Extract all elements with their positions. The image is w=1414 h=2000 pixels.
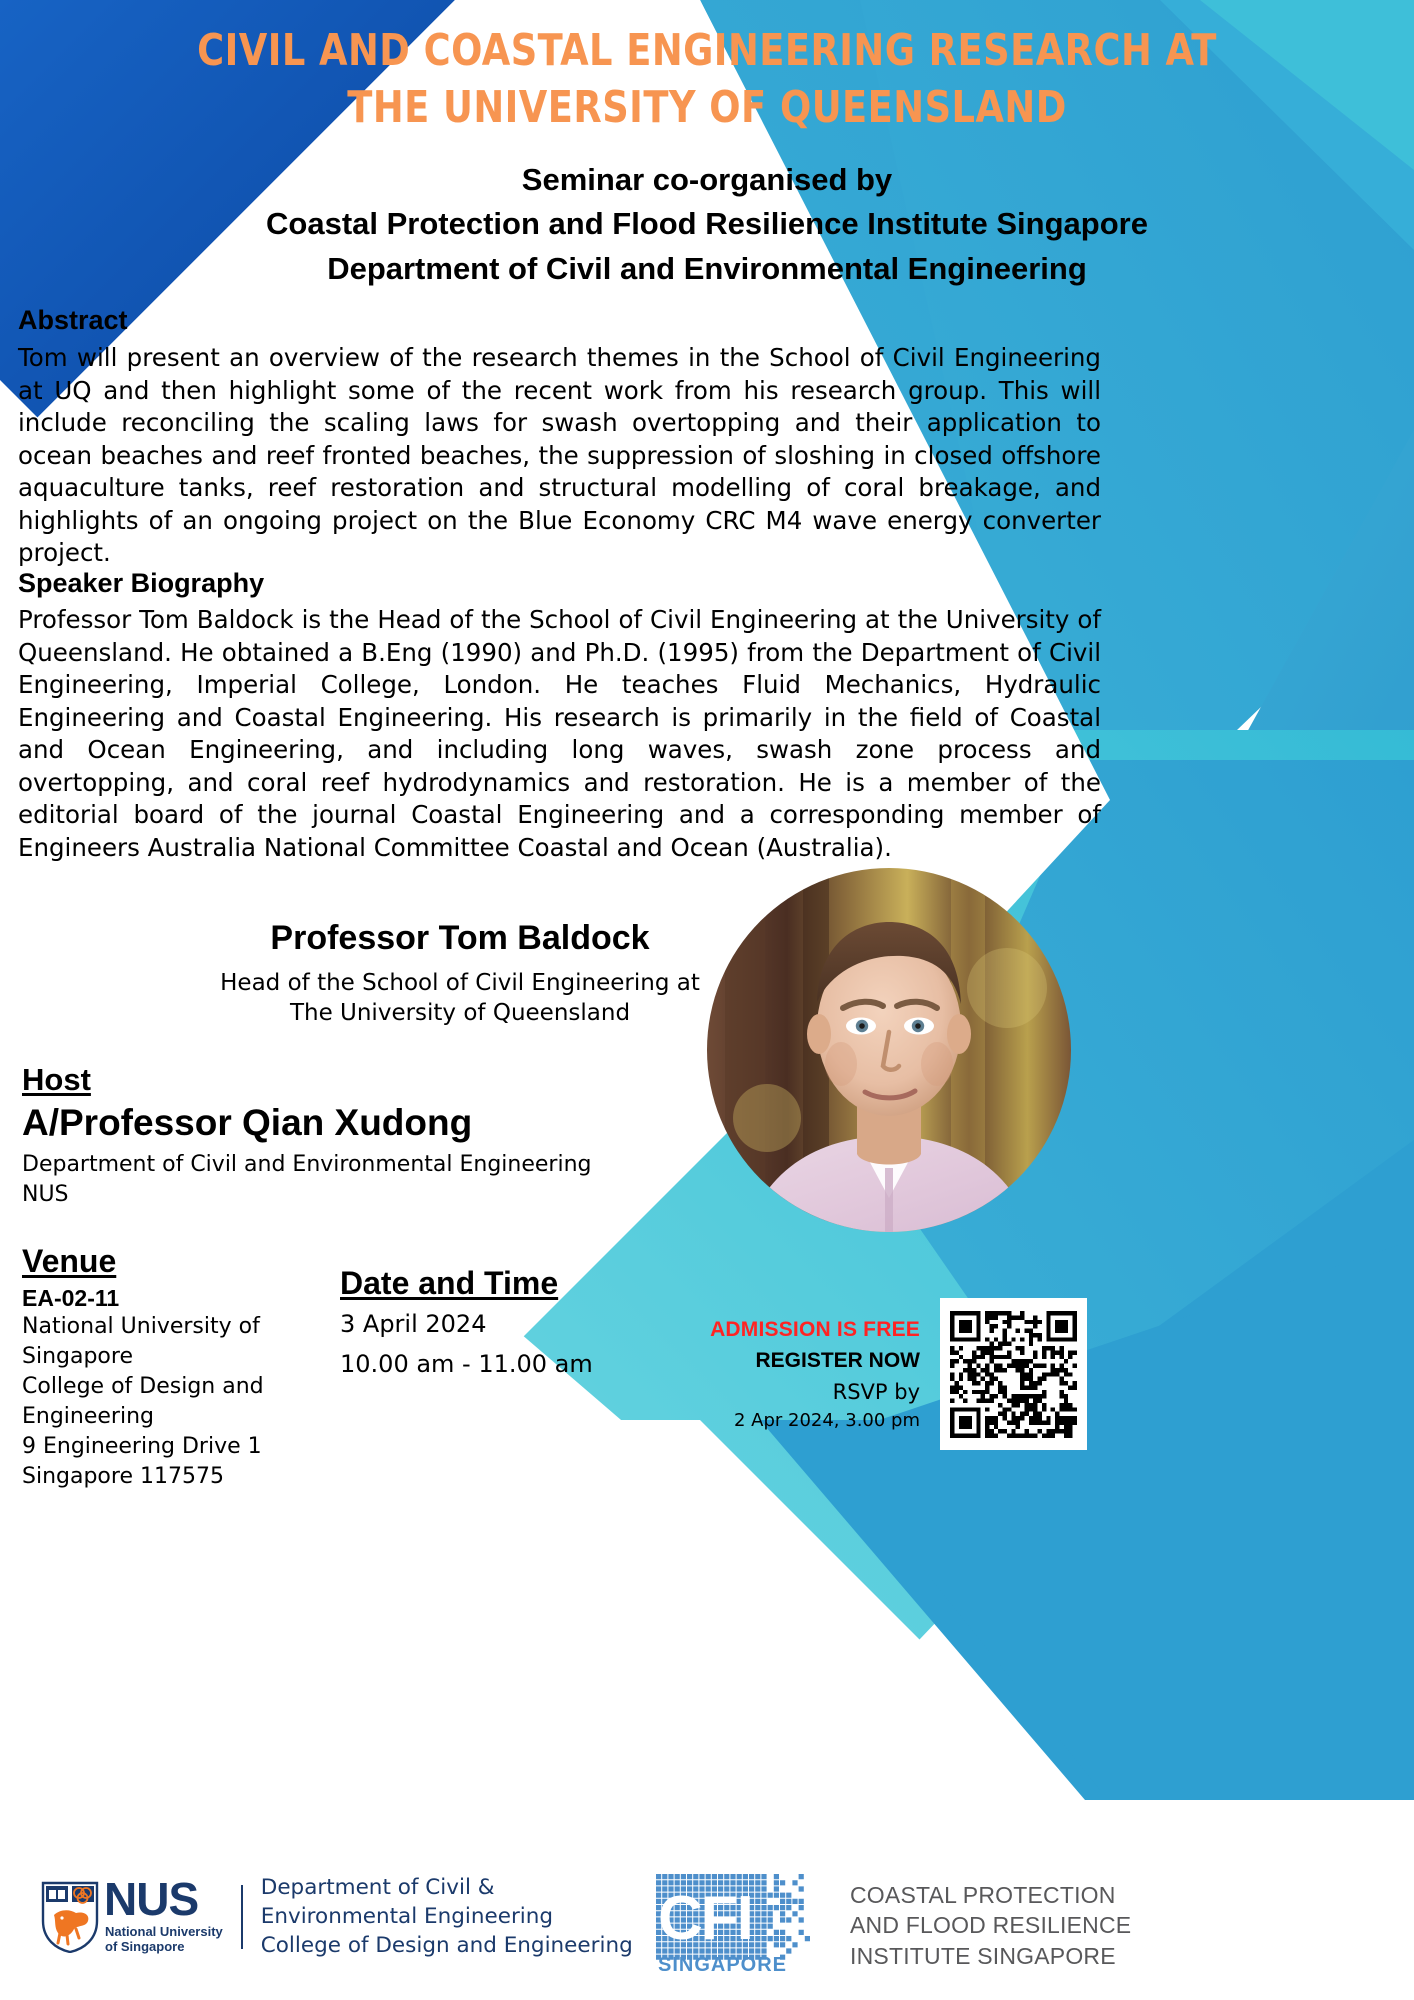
venue-line: College of Design and (22, 1373, 264, 1399)
event-time: 10.00 am - 11.00 am (340, 1350, 593, 1378)
nus-dept-line-3: College of Design and Engineering (260, 1933, 633, 1959)
host-label: Host (22, 1062, 91, 1097)
abstract-text: Tom will present an overview of the research themes in the School of Civil Engineering at UQ and then highlight some of the recent work from his research group. This will include reconciling the scaling laws for swash overtopping and their application to ocean beaches and reef fronted beaches, the suppression of sloshing in closed offshore aquaculture tanks, reef restoration and structural modelling of coral breakage, and highlights of an ongoing project on the Blue Economy CRC M4 wave energy converter project. (18, 343, 1101, 568)
nus-sub-line-1: National University (105, 1923, 223, 1939)
host-dept-line-1: Department of Civil and Environmental Engineering (22, 1152, 592, 1178)
host-section (22, 1062, 591, 1210)
title-line-2: THE UNIVERSITY OF QUEENSLAND (347, 82, 1067, 134)
nus-shield-icon (40, 1881, 100, 1953)
nus-wordmark: NUS (104, 1873, 199, 1926)
subtitle-line-2: Coastal Protection and Flood Resilience Institute Singapore (266, 206, 1148, 242)
abstract-heading: Abstract (18, 305, 128, 335)
venue-line: National University of Singapore (22, 1314, 260, 1369)
venue-heading: Venue (22, 1243, 117, 1279)
rsvp-label: RSVP by (832, 1380, 920, 1404)
speaker-section (210, 918, 710, 1029)
cpfi-line-2: AND FLOOD RESILIENCE (850, 1912, 1132, 1939)
datetime-heading: Date and Time (340, 1265, 559, 1301)
logo-divider (241, 1885, 243, 1949)
datetime-section (340, 1265, 660, 1382)
subtitle-line-3: Department of Civil and Environmental Engineering (327, 250, 1087, 286)
svg-text:SINGAPORE: SINGAPORE (658, 1954, 788, 1976)
speaker-photo (707, 868, 1071, 1232)
nus-dept-line-1: Department of Civil & (260, 1875, 495, 1900)
registration-section (640, 1318, 920, 1431)
title-line-1: CIVIL AND COASTAL ENGINEERING RESEARCH AT (197, 25, 1217, 76)
nus-dept-line-2: Environmental Engineering (260, 1904, 554, 1930)
speaker-role-line-1: Head of the School of Civil Engineering at (220, 969, 700, 996)
venue-section (22, 1243, 342, 1491)
venue-line: Engineering (22, 1403, 154, 1429)
biography-heading: Speaker Biography (18, 568, 265, 598)
abstract-section (18, 305, 1101, 570)
portrait-image (707, 868, 1071, 1232)
nus-logo (40, 1873, 633, 1960)
page-subtitle (0, 158, 1414, 291)
biography-text: Professor Tom Baldock is the Head of the School of Civil Engineering at the University of Queensland. He obtained a B.Eng (1990) and Ph.D. (1995) from the Department of Civil Engineering, Imperial College, London. He teaches Fluid Mechanics, Hydraulic Engineering and Coastal Engineering. His research is primarily in the field of Coastal and Ocean Engineering, and including long waves, swash zone process and overtopping, and coral reef hydrodynamics and restoration. He is a member of the editorial board of the journal Coastal Engineering and a corresponding member of Engineers Australia National Committee Coastal and Ocean (Australia). (18, 605, 1101, 863)
cpfi-logo (650, 1866, 1131, 1976)
subtitle-line-1: Seminar co-organised by (521, 162, 893, 197)
biography-section (18, 568, 1101, 865)
event-date: 3 April 2024 (340, 1310, 487, 1338)
cpfi-line-1: COASTAL PROTECTION (850, 1882, 1116, 1908)
admission-free-label: ADMISSION IS FREE (710, 1318, 920, 1341)
host-name: A/Professor Qian Xudong (22, 1102, 473, 1143)
qr-code[interactable] (950, 1311, 1077, 1438)
qr-code-container[interactable] (940, 1298, 1087, 1450)
venue-line: Singapore 117575 (22, 1463, 224, 1489)
cpfi-line-3: INSTITUTE SINGAPORE (850, 1942, 1116, 1969)
venue-line: 9 Engineering Drive 1 (22, 1433, 262, 1459)
page-title (49, 22, 1364, 136)
nus-sub-line-2: of Singapore (105, 1939, 185, 1955)
rsvp-deadline: 2 Apr 2024, 3.00 pm (733, 1410, 920, 1431)
cpfi-mark-icon (650, 1866, 836, 1976)
speaker-role-line-2: The University of Queensland (289, 1000, 631, 1027)
venue-room: EA-02-11 (22, 1285, 120, 1311)
host-dept-line-2: NUS (22, 1181, 69, 1207)
svg-text:CFI: CFI (658, 1884, 752, 1953)
speaker-name: Professor Tom Baldock (270, 919, 650, 957)
register-now-label: REGISTER NOW (755, 1349, 920, 1372)
